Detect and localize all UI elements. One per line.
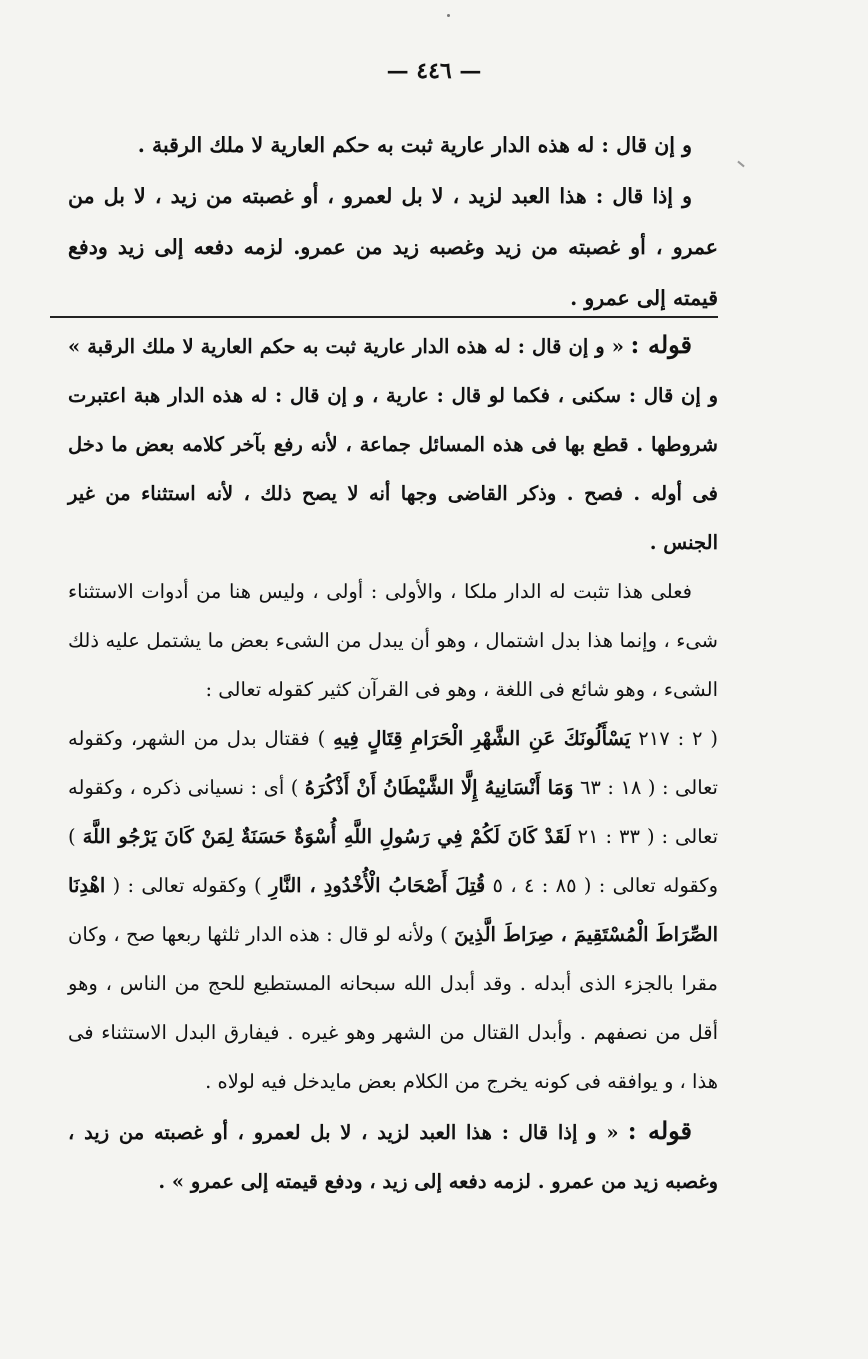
main-paragraph-2: و إذا قال : هذا العبد لزيد ، لا بل لعمرو ، أو غصبته من زيد ، لا بل من عمرو ، أو غصبته من زيد وغصبه زيد من عمرو. لزمه دفعه إلى زيد ودفع قيمته إلى عمرو .: [68, 184, 718, 310]
commentary-paragraph-1: [68, 320, 718, 567]
section-divider: [50, 316, 718, 318]
quran-verse-3: لَقَدْ كَانَ لَكُمْ فِي رَسُولِ اللَّهِ أُسْوَةٌ حَسَنَةٌ لِمَنْ كَانَ يَرْجُو اللَّهَ: [82, 825, 571, 848]
quran-verse-2: وَمَا أَنْسَانِيهُ إِلَّا الشَّيْطَانُ أَنْ أَذْكُرَهُ: [304, 776, 574, 799]
main-paragraph-1: و إن قال : له هذه الدار عارية ثبت به حكم العارية لا ملك الرقبة .: [137, 133, 692, 157]
commentary: [68, 320, 718, 1206]
quran-verse-4: قُتِلَ أَصْحَابُ الْأُخْدُودِ ، النَّارِ: [268, 874, 486, 897]
commentary-text-3: ) ولأنه لو قال : هذه الدار ثلثها ربعها صح ، وكان مقرا بالجزء الذى أبدله . وقد أبدل الله سبحانه المستطيع للحج من الناس ، وهو أقل من نصفهم . وأبدل القتال من الشهر وهو غيره . فيفارق البدل الاستثناء فى هذا ، و يوافقه فى كونه يخرج من الكلام بعض مايدخل فيه لولاه .: [68, 923, 718, 1093]
verse-ref-5: ) وكقوله تعالى : (: [112, 874, 262, 897]
verse-ref-1: ( ٢ : ٢١٧: [638, 727, 719, 750]
ink-speck: [447, 14, 450, 17]
verse-ref-3: ) أى : نسيانى ذكره ، وكقوله تعالى : ( ٣٣ : ٢١: [68, 776, 718, 848]
page-number: — ٤٤٦ —: [386, 58, 482, 84]
quoted-text-1: « و إن قال : له هذه الدار عارية ثبت به حكم العارية لا ملك الرقبة » و إن قال : سكنى ، فكما لو قال : عارية ، و إن قال : له هذه الدار هبة اعتبرت شروطها . قطع بها فى هذه المسائل جماعة ، لأنه رفع بآخر كلامه بعض ما دخل فى أوله . فصح . وذكر القاضى وجها أنه لا يصح ذلك ، لأنه استثناء من غير الجنس .: [68, 335, 718, 554]
quran-verse-1: يَسْأَلُونَكَ عَنِ الشَّهْرِ الْحَرَامِ قِتَالٍ فِيهِ: [333, 727, 631, 750]
commentary-lead-2: قوله :: [627, 1116, 692, 1145]
quran-verse-5: اهْدِنَا الصِّرَاطَ الْمُسْتَقِيمَ ، صِرَاطَ الَّذِينَ: [68, 874, 719, 946]
verse-ref-2: ) فقتال بدل من الشهر، وكقوله تعالى : ( ١٨ : ٦٣: [68, 727, 718, 799]
commentary-paragraph-3: [68, 714, 718, 1106]
commentary-paragraph-4: [68, 1106, 718, 1206]
verse-ref-4: ) وكقوله تعالى : ( ٨٥ : ٤ ، ٥: [68, 825, 718, 897]
main-text: [68, 120, 718, 324]
commentary-paragraph-2: فعلى هذا تثبت له الدار ملكا ، والأولى : أولى ، وليس هنا من أدوات الاستثناء شىء ، وإنما هذا بدل اشتمال ، وهو أن يبدل من الشىء بعض ما يشتمل عليه ذلك الشىء ، وهو شائع فى اللغة ، وهو فى القرآن كثير كقوله تعالى :: [68, 580, 718, 701]
commentary-lead-1: قوله :: [630, 330, 693, 359]
quoted-text-2: « و إذا قال : هذا العبد لزيد ، لا بل لعمرو ، أو غصبته من زيد ، وغصبه زيد من عمرو . لزمه دفعه إلى زيد ، ودفع قيمته إلى عمرو » .: [68, 1121, 718, 1193]
ink-mark: [737, 161, 744, 168]
